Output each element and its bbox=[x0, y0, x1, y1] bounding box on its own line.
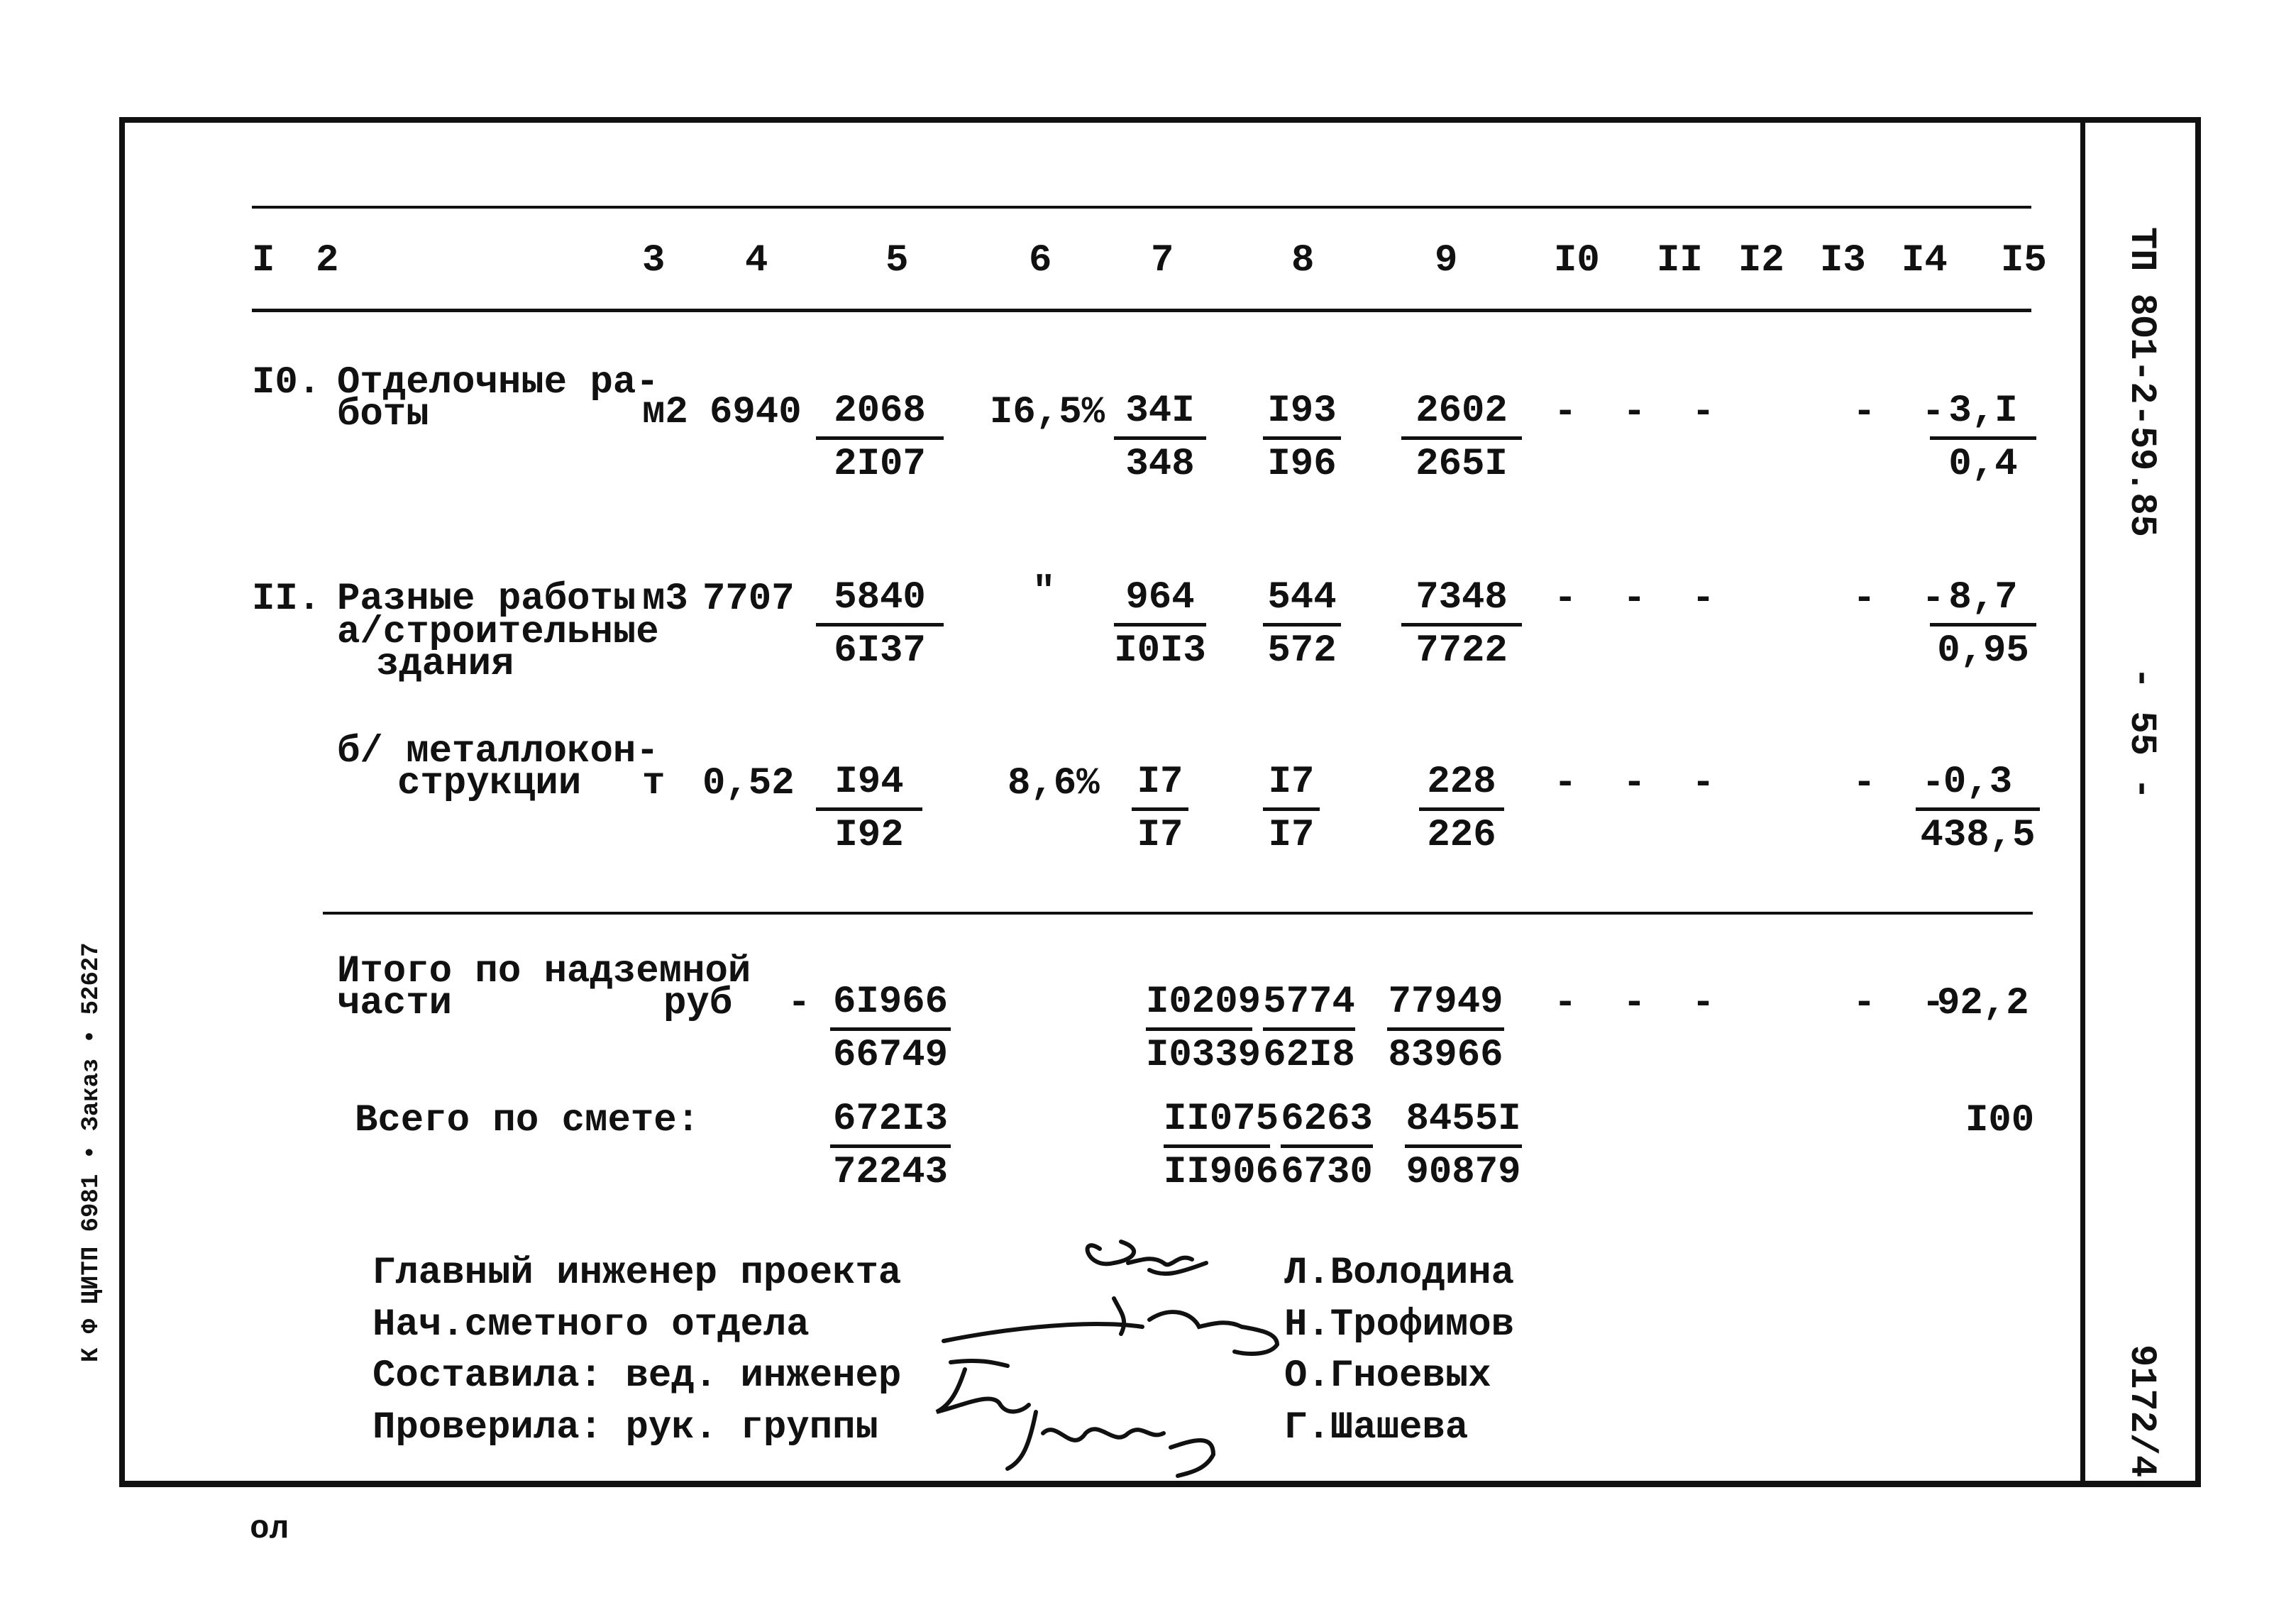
col9-top: 228 bbox=[1419, 758, 1504, 811]
col8-top: I93 bbox=[1263, 387, 1341, 440]
col8-top: I7 bbox=[1263, 758, 1320, 811]
signature-name: О.Гноевых bbox=[1284, 1354, 1491, 1398]
col7-fraction bbox=[1132, 758, 1188, 861]
col8-top: 6263 bbox=[1281, 1095, 1373, 1148]
signature-name: Н.Трофимов bbox=[1284, 1303, 1515, 1347]
col9-bottom: 90879 bbox=[1406, 1151, 1521, 1194]
signature-name: Л.Володина bbox=[1284, 1252, 1515, 1295]
row-percent: 8,6% bbox=[1008, 762, 1100, 805]
col8-top: 5774 bbox=[1263, 978, 1355, 1031]
row-name-line: а/строительные bbox=[337, 611, 659, 654]
col-header-11: II bbox=[1657, 239, 1703, 282]
col-header-4: 4 bbox=[745, 239, 768, 282]
row-quantity: 6940 bbox=[710, 391, 802, 434]
row-percent: I6,5% bbox=[990, 391, 1105, 434]
col15-bottom: 438,5 bbox=[1920, 814, 2036, 857]
col7-bottom: I7 bbox=[1137, 814, 1183, 857]
col15-bottom: 0,95 bbox=[1937, 629, 2029, 673]
col-header-2: 2 bbox=[316, 239, 339, 282]
sidebar-divider bbox=[2080, 117, 2085, 1487]
row-quantity: 0,52 bbox=[702, 762, 795, 805]
col-header-9: 9 bbox=[1435, 239, 1458, 282]
col15-top: 0,3 bbox=[1916, 758, 2040, 811]
col7-fraction bbox=[1164, 1095, 1279, 1198]
col-header-1: I bbox=[252, 239, 275, 282]
col8-bottom: 572 bbox=[1267, 629, 1337, 673]
col15-fraction bbox=[1930, 573, 2036, 676]
row-number: I0. bbox=[252, 361, 321, 404]
col15-fraction bbox=[1916, 758, 2040, 861]
col8-top: 544 bbox=[1263, 573, 1341, 627]
row-ditto-mark: " bbox=[1032, 570, 1056, 614]
col7-top: I7 bbox=[1132, 758, 1188, 811]
col5-fraction bbox=[816, 758, 922, 861]
col7-bottom: I0I3 bbox=[1114, 629, 1206, 673]
col8-fraction bbox=[1263, 758, 1320, 861]
empty-dashes: - - - - - bbox=[1554, 982, 1945, 1025]
col15-top: 3,I bbox=[1930, 387, 2036, 440]
col8-bottom: I96 bbox=[1267, 443, 1337, 486]
col7-bottom: 348 bbox=[1125, 443, 1195, 486]
row-name-line: боты bbox=[337, 393, 429, 436]
row-unit: м3 bbox=[642, 578, 688, 621]
col7-fraction bbox=[1114, 573, 1206, 676]
col-header-10: I0 bbox=[1554, 239, 1600, 282]
col7-fraction bbox=[1114, 387, 1206, 490]
total-unit: руб bbox=[663, 982, 733, 1025]
row-number: II. bbox=[252, 578, 321, 621]
col7-top: II075 bbox=[1164, 1095, 1270, 1148]
col7-bottom: I0339 bbox=[1146, 1034, 1262, 1077]
empty-dashes: - - - - - bbox=[1554, 391, 1945, 434]
col8-fraction bbox=[1263, 387, 1341, 490]
col5-top: 672I3 bbox=[830, 1095, 951, 1148]
col-header-6: 6 bbox=[1029, 239, 1052, 282]
col8-fraction bbox=[1263, 573, 1341, 676]
col8-bottom: I7 bbox=[1268, 814, 1315, 857]
col9-fraction bbox=[1401, 573, 1522, 676]
empty-dashes: - - - - - bbox=[1554, 578, 1945, 621]
col8-fraction bbox=[1263, 978, 1355, 1081]
col-header-13: I3 bbox=[1820, 239, 1866, 282]
col-header-8: 8 bbox=[1291, 239, 1315, 282]
row-unit: т bbox=[642, 762, 666, 805]
col5-top: 5840 bbox=[816, 573, 944, 627]
col-header-14: I4 bbox=[1902, 239, 1948, 282]
print-note: К Ф ЦИТП 6981 • Заказ • 52627 bbox=[78, 942, 105, 1362]
col5-bottom: I92 bbox=[834, 814, 904, 857]
col-header-12: I2 bbox=[1738, 239, 1784, 282]
col5-fraction bbox=[816, 573, 944, 676]
col5-top: 2068 bbox=[816, 387, 944, 440]
header-top-rule bbox=[252, 206, 2031, 209]
row-name-line: Разные работы bbox=[337, 578, 636, 621]
grand-total-percent: I00 bbox=[1965, 1099, 2035, 1142]
total-label-line: части bbox=[337, 982, 453, 1025]
document-code: ТП 8О1-2-59.85 bbox=[2121, 227, 2163, 537]
col9-bottom: 7722 bbox=[1415, 629, 1508, 673]
col9-fraction bbox=[1387, 978, 1504, 1081]
col5-top: 6I966 bbox=[830, 978, 951, 1031]
col9-top: 77949 bbox=[1387, 978, 1504, 1031]
col9-top: 7348 bbox=[1401, 573, 1522, 627]
col-header-15: I5 bbox=[2001, 239, 2047, 282]
sheet-number: 9172/4 bbox=[2121, 1345, 2163, 1478]
signature-role: Нач.сметного отдела bbox=[372, 1303, 810, 1347]
col5-fraction bbox=[830, 978, 951, 1081]
total-percent: 92,2 bbox=[1937, 982, 2029, 1025]
col9-bottom: 265I bbox=[1415, 443, 1508, 486]
col5-bottom: 2I07 bbox=[834, 443, 926, 486]
col7-top: 34I bbox=[1114, 387, 1206, 440]
grand-total-label: Всего по смете: bbox=[355, 1099, 700, 1142]
col15-top: 8,7 bbox=[1930, 573, 2036, 627]
col-header-3: 3 bbox=[642, 239, 666, 282]
header-bottom-rule bbox=[252, 309, 2031, 312]
col9-fraction bbox=[1405, 1095, 1522, 1198]
signature-role: Главный инженер проекта bbox=[372, 1252, 902, 1295]
row-name-line: б/ металлокон- bbox=[337, 730, 659, 773]
row-quantity: 7707 bbox=[702, 578, 795, 621]
col8-bottom: 6730 bbox=[1281, 1151, 1373, 1194]
col7-top: 964 bbox=[1114, 573, 1206, 627]
signature-role: Проверила: рук. группы bbox=[372, 1406, 878, 1450]
signature-role: Составила: вед. инженер bbox=[372, 1354, 902, 1398]
empty-dashes: - - - - - bbox=[1554, 762, 1945, 805]
total-qty-dash: - bbox=[788, 982, 811, 1025]
col15-fraction bbox=[1930, 387, 2036, 490]
col7-top: I0209 bbox=[1146, 978, 1252, 1031]
col9-fraction bbox=[1401, 387, 1522, 490]
col9-bottom: 83966 bbox=[1388, 1034, 1503, 1077]
signature-name: Г.Шашева bbox=[1284, 1406, 1469, 1450]
col5-fraction bbox=[830, 1095, 951, 1198]
row-name-line: здания bbox=[376, 643, 514, 686]
row-name-line: струкции bbox=[397, 762, 582, 805]
col5-bottom: 6I37 bbox=[834, 629, 926, 673]
col7-fraction bbox=[1146, 978, 1262, 1081]
page-number: - 55 - bbox=[2121, 667, 2163, 800]
totals-rule bbox=[323, 912, 2033, 915]
col9-top: 8455I bbox=[1405, 1095, 1522, 1148]
row-unit: м2 bbox=[642, 391, 688, 434]
total-label-line: Итого по надземной bbox=[337, 950, 751, 993]
col-header-7: 7 bbox=[1151, 239, 1174, 282]
col9-fraction bbox=[1419, 758, 1504, 861]
handwritten-signatures bbox=[908, 1220, 1306, 1504]
col-header-5: 5 bbox=[885, 239, 909, 282]
col15-bottom: 0,4 bbox=[1948, 443, 2018, 486]
col5-fraction bbox=[816, 387, 944, 490]
col5-bottom: 66749 bbox=[832, 1034, 949, 1077]
bottom-mark: ол bbox=[250, 1511, 289, 1547]
col8-fraction bbox=[1281, 1095, 1373, 1198]
col7-bottom: II906 bbox=[1164, 1151, 1279, 1194]
col9-bottom: 226 bbox=[1427, 814, 1496, 857]
col8-bottom: 62I8 bbox=[1263, 1034, 1355, 1077]
col5-bottom: 72243 bbox=[832, 1151, 949, 1194]
row-name-line: Отделочные ра- bbox=[337, 361, 659, 404]
col9-top: 2602 bbox=[1401, 387, 1522, 440]
col5-top: I94 bbox=[816, 758, 922, 811]
